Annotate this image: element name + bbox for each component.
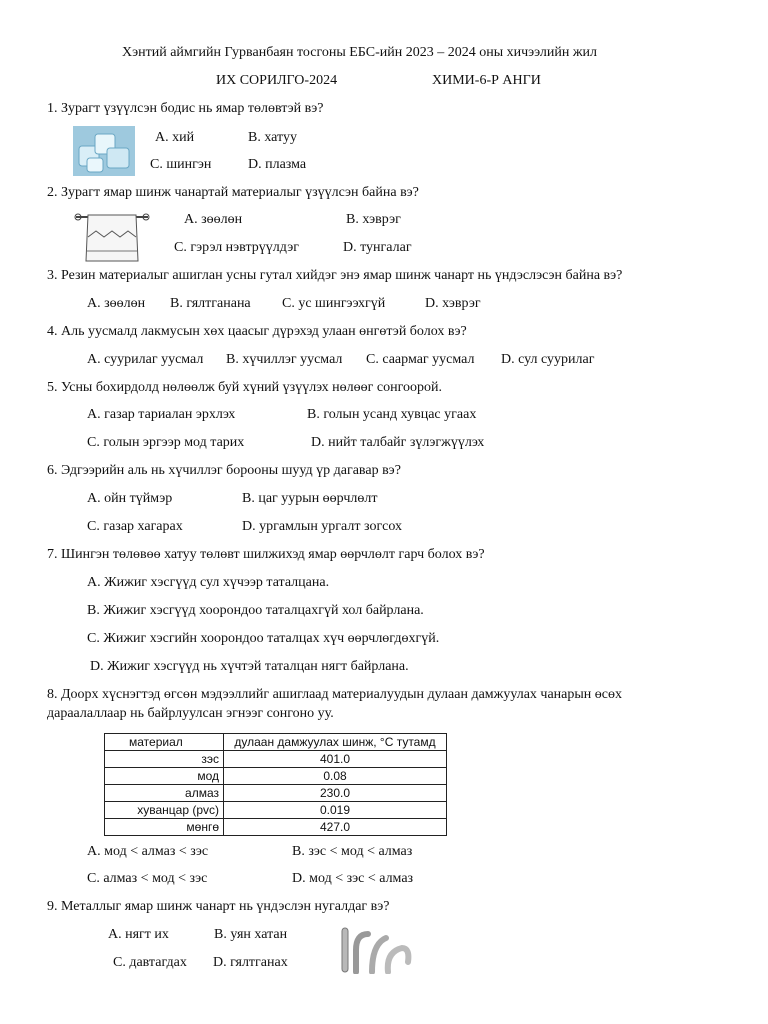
q7-option-b[interactable]: В. Жижиг хэсгүүд хоорондоо таталцахгүй хол байрлана. — [87, 603, 424, 618]
q9-option-c[interactable]: С. давтагдах — [113, 955, 187, 970]
q5-option-d[interactable]: D. нийт талбайг зүлэгжүүлэх — [311, 435, 485, 450]
table-cell: алмаз — [105, 785, 224, 802]
q3-option-d[interactable]: D. хэврэг — [425, 296, 481, 311]
q8-option-b[interactable]: В. зэс < мод < алмаз — [292, 844, 413, 859]
q8-option-a[interactable]: А. мод < алмаз < зэс — [87, 844, 209, 859]
q9-option-a[interactable]: А. нягт их — [108, 927, 169, 942]
q2-option-a[interactable]: А. зөөлөн — [184, 212, 243, 227]
table-header-conductivity: дулаан дамжуулах шинж, °С тутамд — [224, 734, 447, 751]
q3-option-b[interactable]: В. гялтганана — [170, 296, 251, 311]
q2-option-c[interactable]: С. гэрэл нэвтрүүлдэг — [174, 240, 299, 255]
q8-option-d[interactable]: D. мод < зэс < алмаз — [292, 871, 414, 886]
q9-option-d[interactable]: D. гялтганах — [213, 955, 288, 970]
table-cell: 230.0 — [224, 785, 447, 802]
table-row — [105, 768, 447, 785]
table-cell: 427.0 — [224, 819, 447, 836]
table-header-row — [105, 734, 447, 751]
question-4: 4. Аль уусмалд лакмусын хөх цаасыг дүрэхэд улаан өнгөтэй болох вэ? — [47, 324, 467, 339]
table-row — [105, 785, 447, 802]
table-cell: 0.019 — [224, 802, 447, 819]
q6-option-d[interactable]: D. ургамлын ургалт зогсох — [242, 519, 403, 534]
q7-option-d[interactable]: D. Жижиг хэсгүүд нь хүчтэй таталцан нягт байрлана. — [90, 659, 409, 674]
q7-option-a[interactable]: А. Жижиг хэсгүүд сул хүчээр таталцана. — [87, 575, 330, 590]
table-cell: 0.08 — [224, 768, 447, 785]
q3-option-c[interactable]: С. ус шингээхгүй — [282, 296, 386, 311]
question-8-line1: 8. Доорх хүснэгтэд өгсөн мэдээллийг ашиглаад материалуудын дулаан дамжуулах чанарын өсөх — [47, 687, 622, 702]
q5-option-a[interactable]: А. газар тариалан эрхлэх — [87, 407, 236, 422]
q6-option-a[interactable]: А. ойн түймэр — [87, 491, 173, 506]
q5-option-b[interactable]: В. голын усанд хувцас угаах — [307, 407, 477, 422]
question-2: 2. Зурагт ямар шинж чанартай материалыг үзүүлсэн байна вэ? — [47, 185, 419, 200]
question-1: 1. Зурагт үзүүлсэн бодис нь ямар төлөвтэй вэ? — [47, 101, 324, 116]
q2-option-d[interactable]: D. тунгалаг — [343, 240, 412, 255]
q1-option-b[interactable]: В. хатуу — [248, 130, 297, 145]
table-cell: зэс — [105, 751, 224, 768]
table-cell: мөнгө — [105, 819, 224, 836]
question-5: 5. Усны бохирдолд нөлөөлж буй хүний үзүүлэх нөлөөг сонгоорой. — [47, 380, 442, 395]
table-header-material: материал — [105, 734, 224, 751]
school-header: Хэнтий аймгийн Гурванбаян тосгоны ЕБС-ийн 2023 – 2024 оны хичээлийн жил — [122, 45, 598, 60]
question-8-line2: дараалаллаар нь байрлуулсан эгнээг сонгоно уу. — [47, 706, 334, 721]
subject-title: ХИМИ-6-Р АНГИ — [432, 73, 541, 88]
towel-icon — [74, 207, 150, 263]
q1-option-a[interactable]: А. хий — [155, 130, 195, 145]
table-cell: мод — [105, 768, 224, 785]
exam-title: ИХ СОРИЛГО-2024 — [216, 73, 338, 88]
q5-option-c[interactable]: С. голын эргээр мод тарих — [87, 435, 245, 450]
table-row — [105, 751, 447, 768]
q4-option-d[interactable]: D. сул суурилаг — [501, 352, 595, 367]
q1-option-d[interactable]: D. плазма — [248, 157, 307, 172]
question-7: 7. Шингэн төлөвөө хатуу төлөвт шилжихэд ямар өөрчлөлт гарч болох вэ? — [47, 547, 485, 562]
bent-metal-tubes-icon — [338, 922, 412, 974]
question-3: 3. Резин материалыг ашиглан усны гутал хийдэг энэ ямар шинж чанарт нь үндэслэсэн байна вэ? — [47, 268, 623, 283]
question-9: 9. Металлыг ямар шинж чанарт нь үндэслэн нугалдаг вэ? — [47, 899, 390, 914]
q4-option-a[interactable]: А. суурилаг уусмал — [87, 352, 204, 367]
q8-option-c[interactable]: С. алмаз < мод < зэс — [87, 871, 208, 886]
thermal-conductivity-table — [104, 733, 447, 836]
q3-option-a[interactable]: А. зөөлөн — [87, 296, 146, 311]
table-cell: хуванцар (pvc) — [105, 802, 224, 819]
q9-option-b[interactable]: В. уян хатан — [214, 927, 288, 942]
q4-option-c[interactable]: С. саармаг уусмал — [366, 352, 475, 367]
q1-option-c[interactable]: С. шингэн — [150, 157, 212, 172]
table-cell: 401.0 — [224, 751, 447, 768]
q4-option-b[interactable]: В. хүчиллэг уусмал — [226, 352, 343, 367]
table-row — [105, 802, 447, 819]
table-row — [105, 819, 447, 836]
question-6: 6. Эдгээрийн аль нь хүчиллэг борооны шууд үр дагавар вэ? — [47, 463, 401, 478]
q7-option-c[interactable]: С. Жижиг хэсгийн хоорондоо таталцах хүч өөрчлөгдөхгүй. — [87, 631, 440, 646]
q2-option-b[interactable]: В. хэврэг — [346, 212, 401, 227]
q6-option-c[interactable]: С. газар хагарах — [87, 519, 183, 534]
q6-option-b[interactable]: В. цаг уурын өөрчлөлт — [242, 491, 378, 506]
ice-cubes-icon — [73, 126, 135, 176]
